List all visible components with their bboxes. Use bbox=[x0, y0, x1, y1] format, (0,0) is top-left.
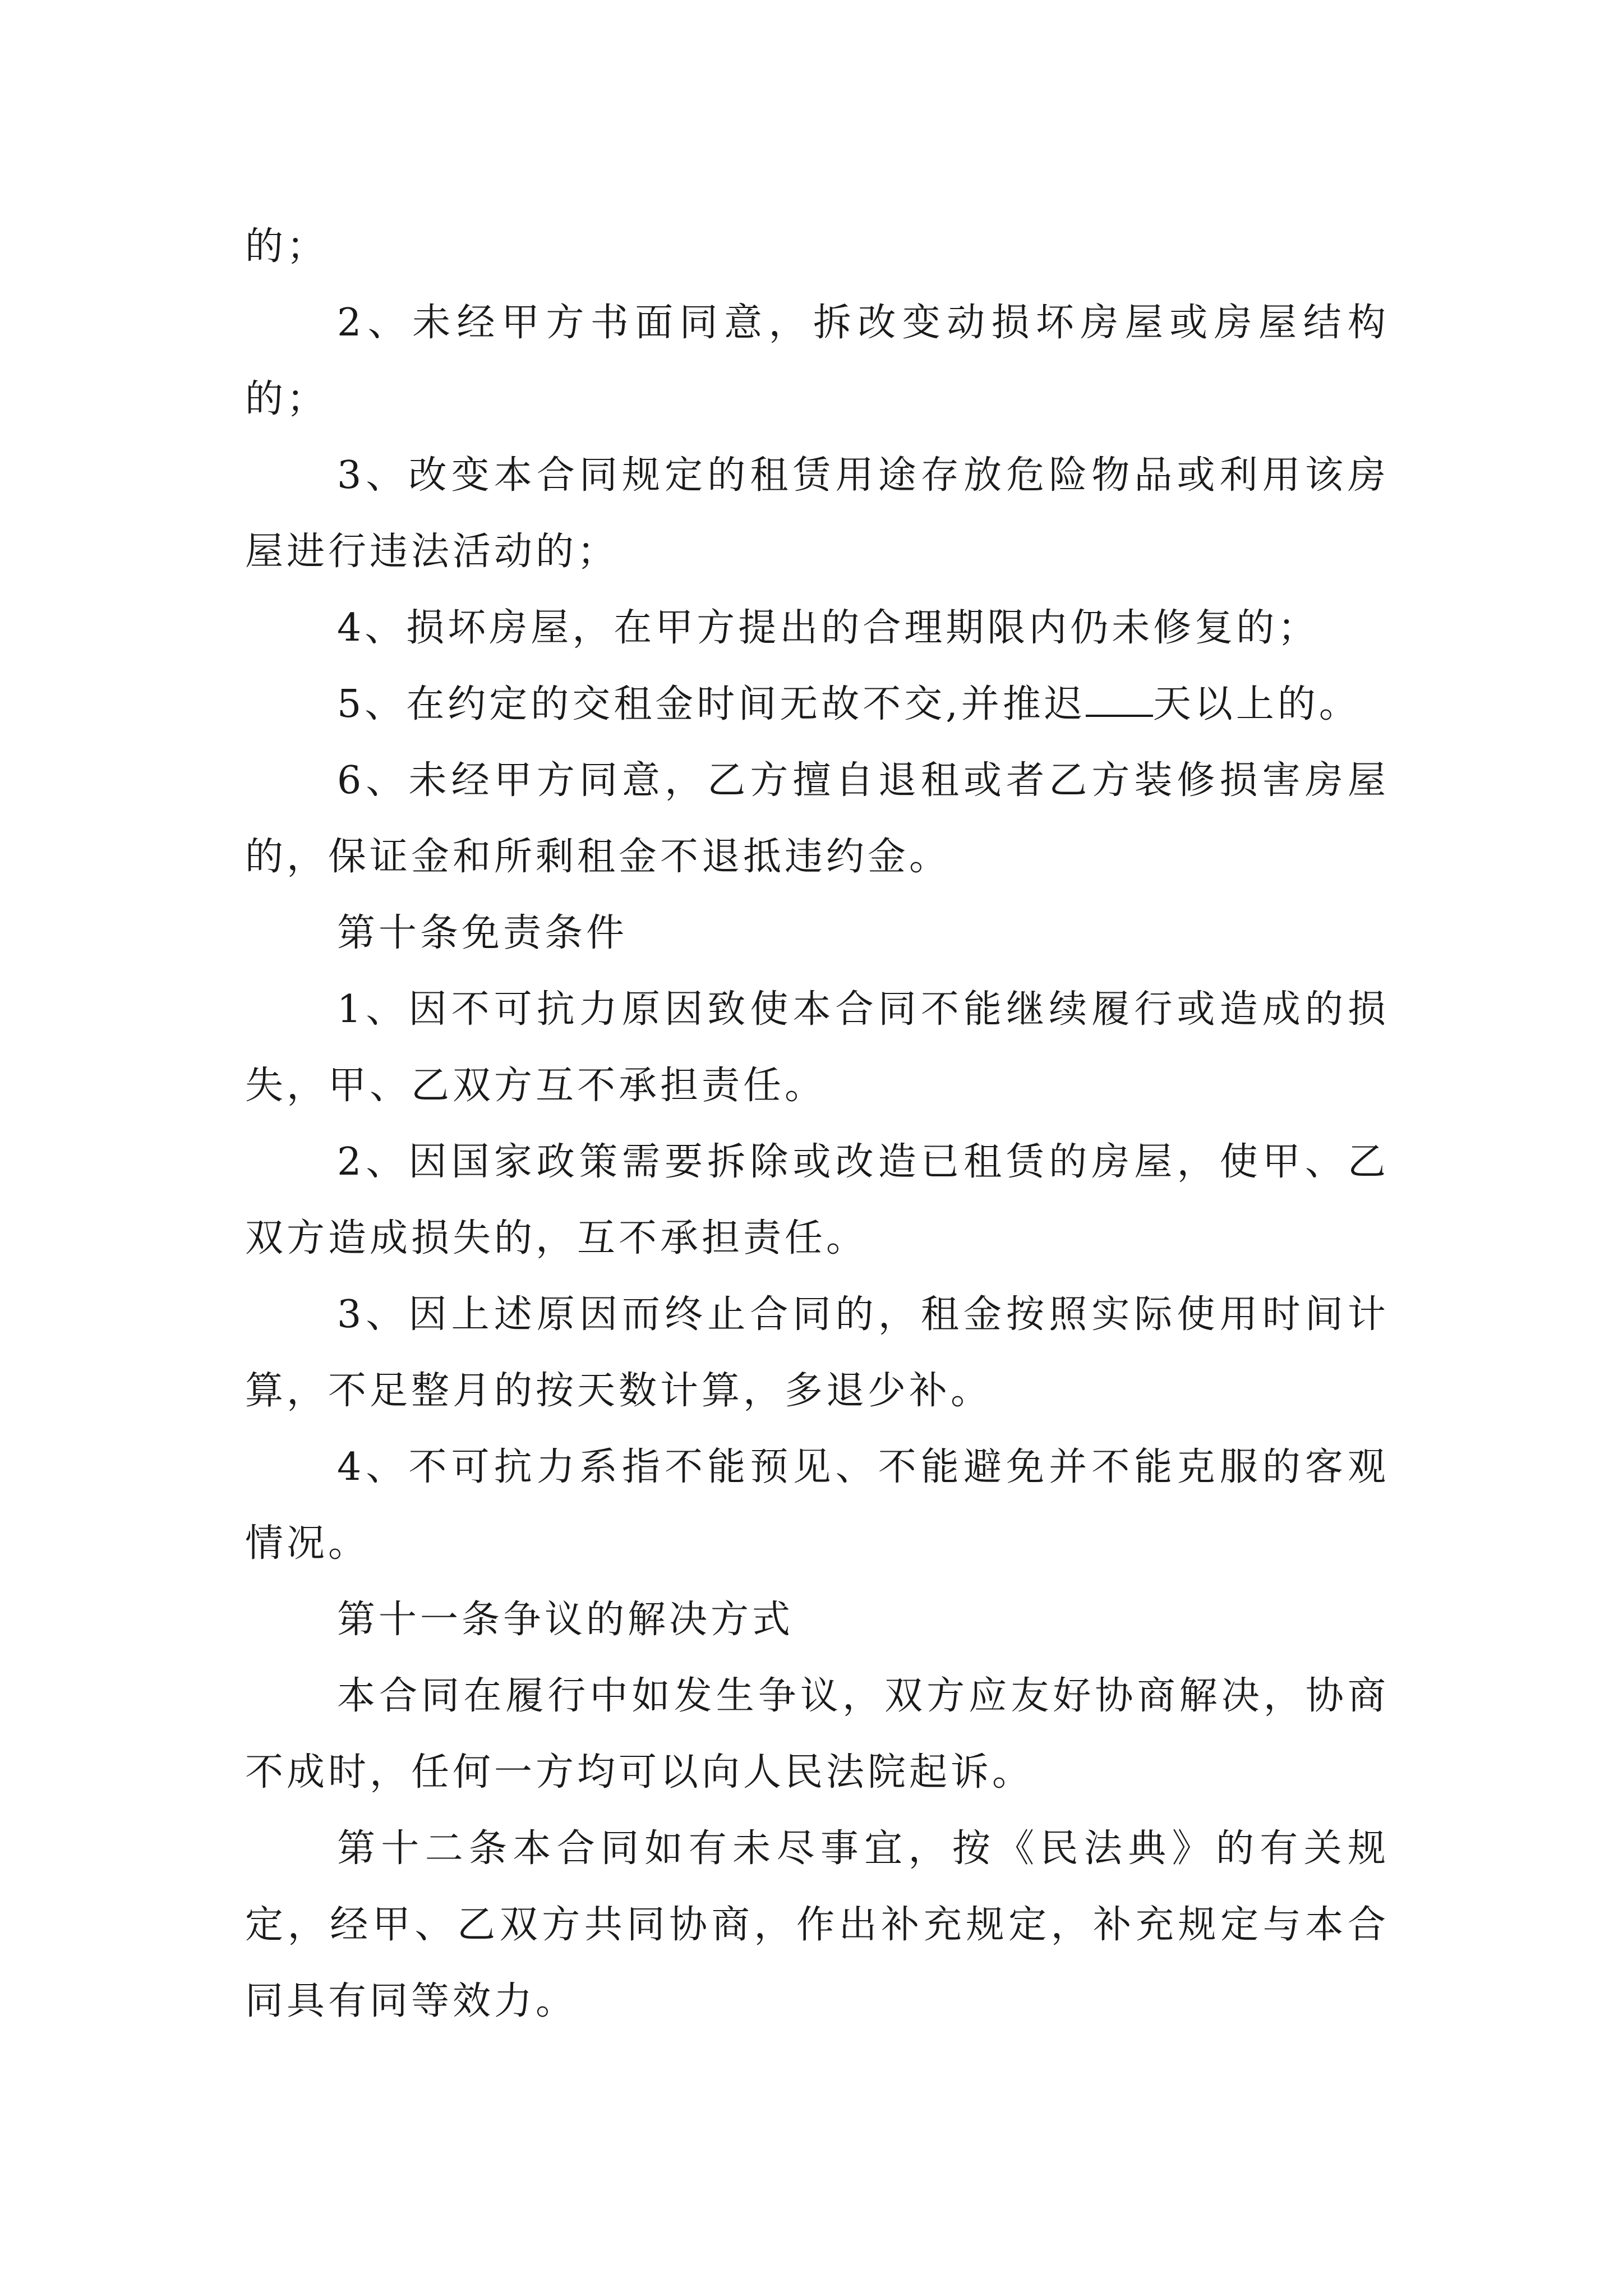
clause-item-3: 3、改变本合同规定的租赁用途存放危险物品或利用该房屋进行违法活动的； bbox=[245, 453, 1389, 574]
paragraph-continuation: 的； bbox=[245, 224, 329, 269]
exemption-item-1: 1、因不可抗力原因致使本合同不能继续履行或造成的损失，甲、乙双方互不承担责任。 bbox=[245, 987, 1389, 1108]
article-11-heading: 第十一条争议的解决方式 bbox=[337, 1598, 794, 1642]
clause-item-4: 4、损坏房屋，在甲方提出的合理期限内仍未修复的； bbox=[337, 606, 1320, 650]
clause-item-6: 6、未经甲方同意，乙方擅自退租或者乙方装修损害房屋的，保证金和所剩租金不退抵违约金。 bbox=[245, 758, 1389, 879]
exemption-item-2: 2、因国家政策需要拆除或改造已租赁的房屋，使甲、乙双方造成损失的，互不承担责任。 bbox=[245, 1140, 1389, 1260]
dispute-resolution-paragraph: 本合同在履行中如发生争议，双方应友好协商解决，协商不成时，任何一方均可以向人民法院起诉。 bbox=[245, 1674, 1389, 1795]
clause-item-5 bbox=[245, 666, 1389, 743]
exemption-item-4: 4、不可抗力系指不能预见、不能避免并不能克服的客观情况。 bbox=[245, 1445, 1389, 1566]
clause-item-5-text-a: 5、在约定的交租金时间无故不交,并推迟 bbox=[337, 682, 1086, 726]
article-12-paragraph: 第十二条本合同如有未尽事宜，按《民法典》的有关规定，经甲、乙双方共同协商，作出补充规定，补充规定与本合同具有同等效力。 bbox=[245, 1826, 1389, 2023]
clause-item-2: 2、未经甲方书面同意，拆改变动损坏房屋或房屋结构的； bbox=[245, 301, 1389, 421]
fill-in-blank bbox=[1086, 681, 1153, 717]
article-10-heading: 第十条免责条件 bbox=[337, 911, 628, 955]
exemption-item-3: 3、因上述原因而终止合同的，租金按照实际使用时间计算，不足整月的按天数计算，多退少补。 bbox=[245, 1292, 1389, 1413]
clause-item-5-text-b: 天以上的。 bbox=[1152, 682, 1361, 726]
document-body bbox=[245, 209, 1389, 2040]
